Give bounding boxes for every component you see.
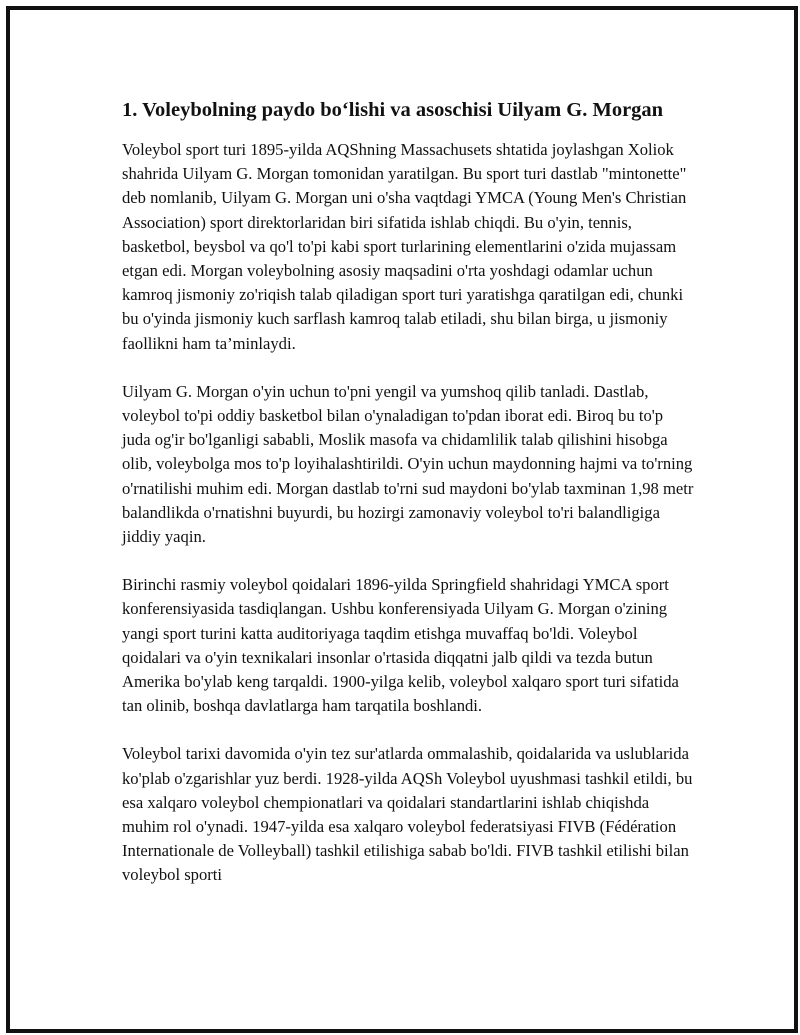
paragraph-history: Voleybol tarixi davomida o'yin tez sur'atlarda ommalashib, qoidalarida va uslublarida ko'plab o'zgarishlar yuz berdi. 1928-yilda AQSh Voleybol uyushmasi tashkil etildi, bu esa xalqaro voleybol chempionatlari va qoidalari standartlarini ishlab chiqishda muhim rol o'ynadi. 1947-yilda esa xalqaro voleybol federatsiyasi FIVB (Fédération Internationale de Volleyball) tashkil etilishiga sabab bo'ldi. FIVB tashkil etilishi bilan voleybol sporti [122, 744, 693, 885]
paragraph-origin: Voleybol sport turi 1895-yilda AQShning Massachusets shtatida joylashgan Xoliok shahrida Uilyam G. Morgan tomonidan yaratilgan. Bu sport turi dastlab "mintonette" deb nomlanib, Uilyam G. Morgan uni o'sha vaqtdagi YMCA (Young Men's Christian Association) sport direktorlaridan biri sifatida ishlab chiqdi. Bu o'yin, tennis, basketbol, beysbol va qo'l to'pi kabi sport turlarining elementlarini o'zida mujassam etgan edi. Morgan voleybolning asosiy maqsadini o'rta yoshdagi odamlar uchun kamroq jismoniy zo'riqish talab qiladigan sport turi yaratishga qaratilgan edi, chunki bu o'yinda jismoniy kuch sarflash kamroq talab etiladi, shu bilan birga, u jismoniy faollikni ham ta’minlaydi. [122, 140, 687, 353]
page-frame [6, 6, 798, 1033]
document-body [122, 96, 694, 912]
paragraph-first-rules: Birinchi rasmiy voleybol qoidalari 1896-yilda Springfield shahridagi YMCA sport konferensiyasida tasdiqlangan. Ushbu konferensiyada Uilyam G. Morgan o'zining yangi sport turini katta auditoriyaga taqdim etishga muvaffaq bo'ldi. Voleybol qoidalari va o'yin texnikalari insonlar o'rtasida diqqatni jalb qildi va tezda butun Amerika bo'ylab keng tarqaldi. 1900-yilga kelib, voleybol xalqaro sport turi sifatida tan olinib, boshqa davlatlarga ham tarqatila boshlandi. [122, 575, 679, 716]
paragraph-ball-and-net: Uilyam G. Morgan o'yin uchun to'pni yengil va yumshoq qilib tanladi. Dastlab, voleybol to'pi oddiy basketbol bilan o'ynaladigan to'pdan iborat edi. Biroq bu to'p juda og'ir bo'lganligi sababli, Moslik masofa va chidamlilik talab qilishini hisobga olib, voleybolga mos to'p loyihalashtirildi. O'yin uchun maydonning hajmi va to'rning o'rnatilishi muhim edi. Morgan dastlab to'rni sud maydoni bo'ylab taxminan 1,98 metr balandlikda o'rnatishni buyurdi, bu hozirgi zamonaviy voleybol to'ri balandligiga jiddiy yaqin. [122, 381, 694, 547]
section-heading: 1. Voleybolning paydo bo‘lishi va asoschisi Uilyam G. Morgan [122, 99, 664, 121]
